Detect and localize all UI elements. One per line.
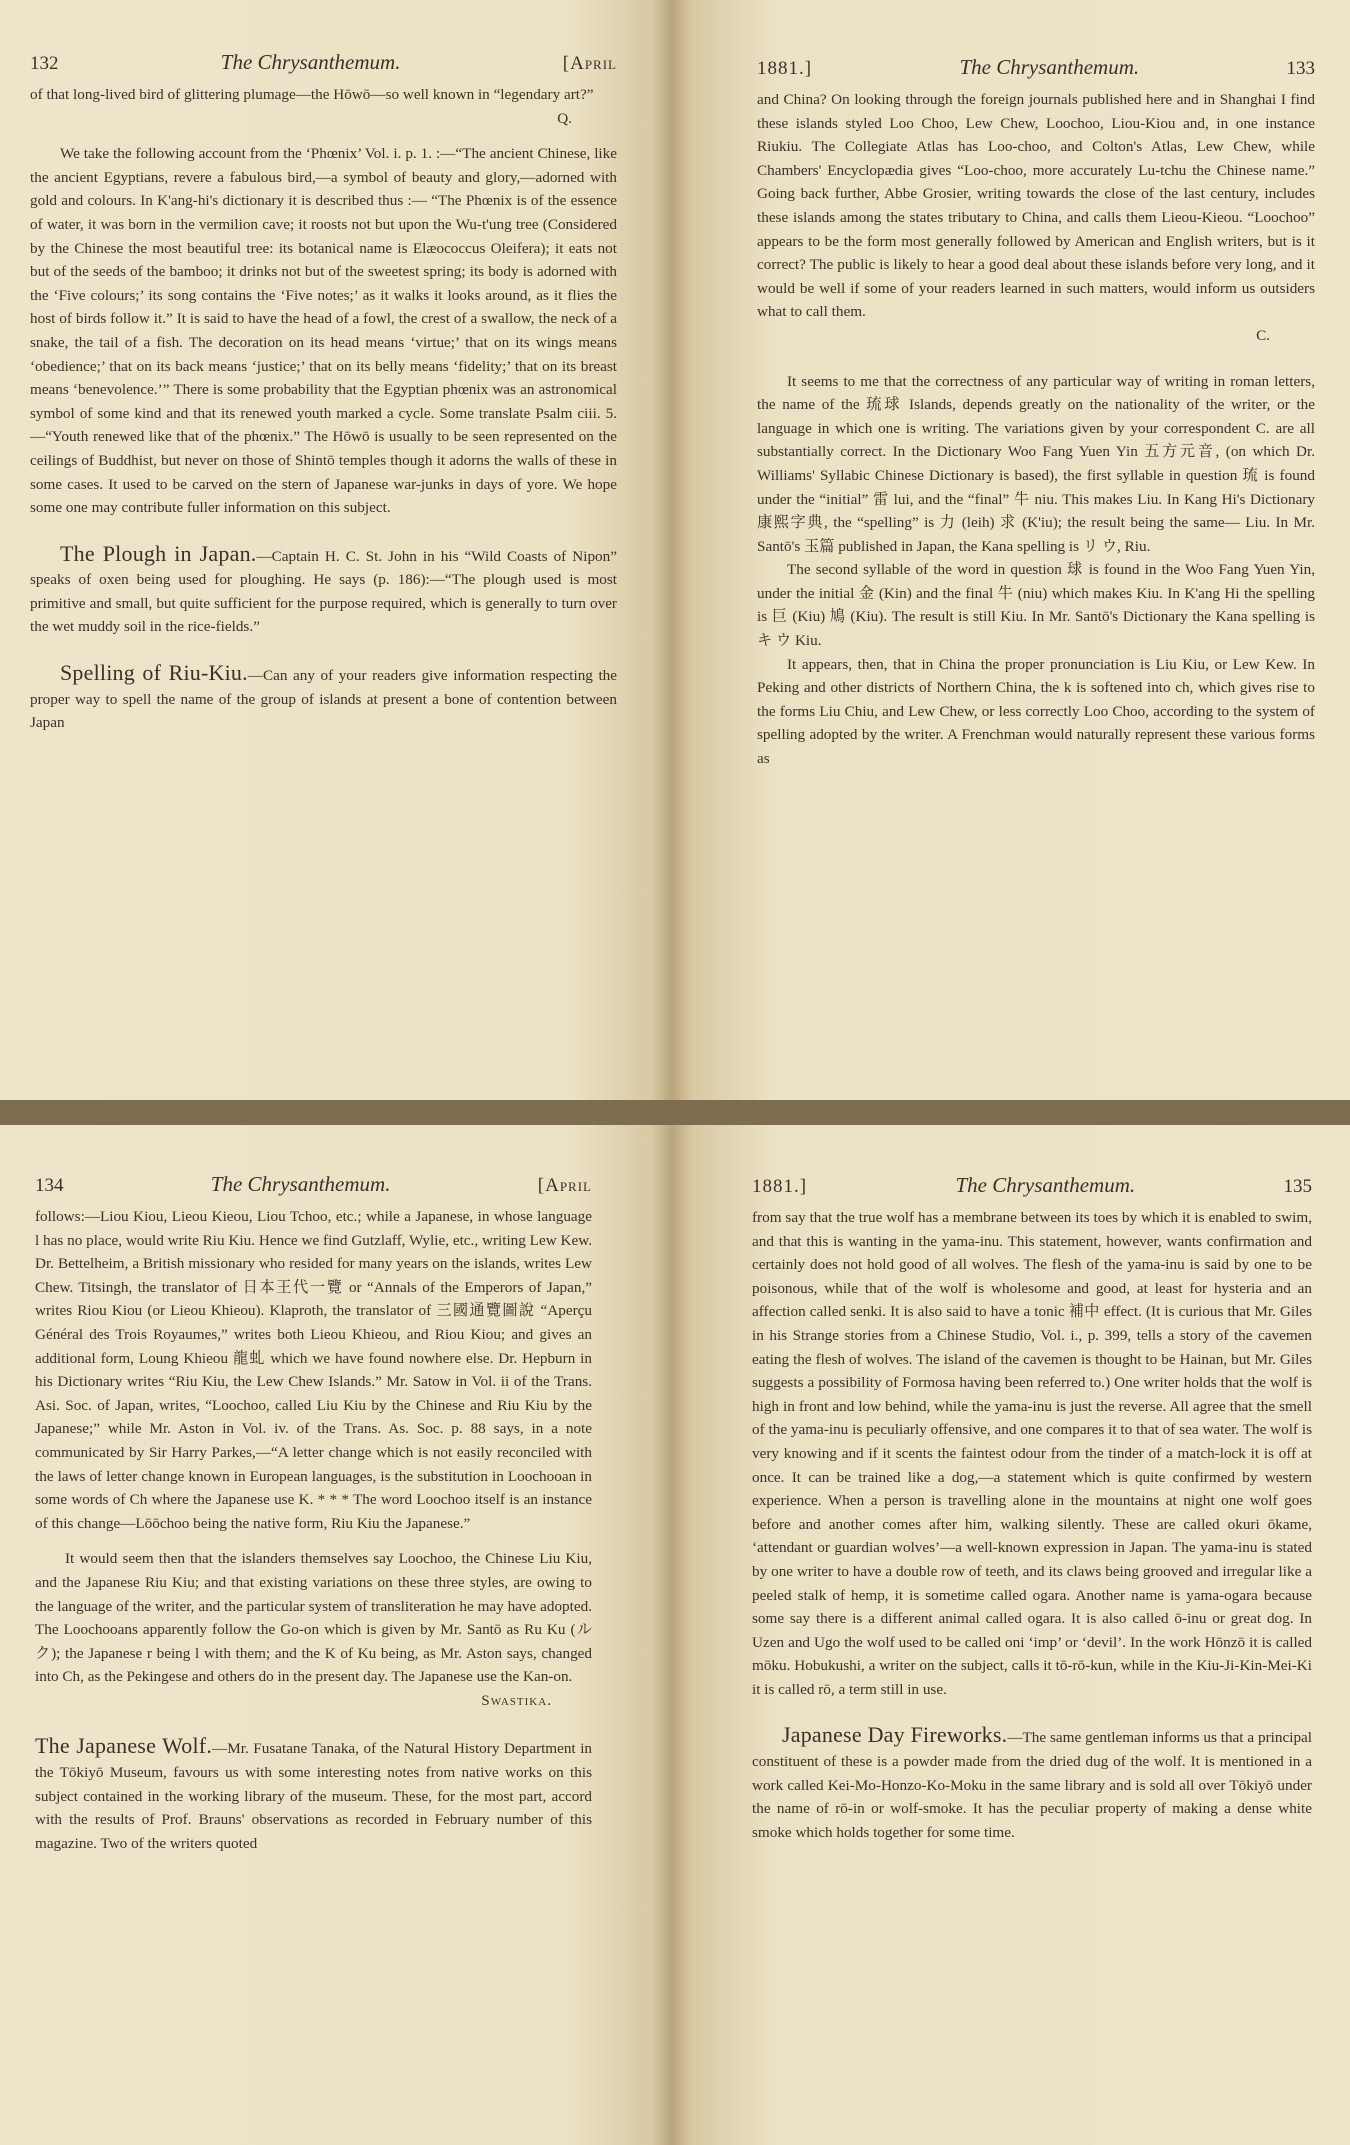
page-body bbox=[30, 83, 617, 735]
scan-divider bbox=[0, 1100, 1350, 1125]
article-fireworks bbox=[752, 1723, 1312, 1844]
article-heading: The Japanese Wolf. bbox=[35, 1733, 213, 1759]
paragraph: It appears, then, that in China the proper pronunciation is Liu Kiu, or Lew Kew. In Peking and other districts of Northern China, the k is softened into ch, which gives rise to the forms Liu Chiu, and Lew Chew, or less correctly Loo Choo, according to the system of spelling adopted by the writer. A Frenchman would naturally represent these various forms as bbox=[757, 655, 1315, 768]
signature: Swastika. bbox=[481, 1691, 552, 1709]
page-header bbox=[35, 1172, 592, 1197]
article-heading: Spelling of Riu-Kiu. bbox=[60, 660, 248, 686]
page-header bbox=[752, 1173, 1312, 1198]
page-133 bbox=[672, 0, 1350, 1100]
page-body bbox=[35, 1205, 592, 1855]
signature: C. bbox=[1256, 326, 1270, 344]
year-label: 1881.] bbox=[757, 58, 813, 79]
paragraph: from say that the true wolf has a membrane between its toes by which it is enabled to swim, and that this is wanting in the yama-inu. This statement, however, wants confirmation and certainly does not hold good of all wolves. The flesh of the yama-inu is said by one to be poisonous, while that of the wolf is wholesome and good, at least for hysteria and an affection called senki. It is also said to have a tonic 補中 effect. (It is curious that Mr. Giles in his Strange stories from a Chinese Studio, Vol. i., p. 399, tells a story of the cavemen eating the flesh of wolves. The island of the cavemen is thought to be Hainan, but Mr. Giles suggests a possibility of Formosa having been referred to.) One writer holds that the wolf is high in front and low behind, while the yama-inu is just the reverse. All agree that the smell of the yama-inu is peculiarly offensive, and one compares it to that of sea water. The wolf is very knowing and if it scents the faintest odour from the tinder of a match-lock it is off at once. It can be trained like a dog,—a statement which is quite confirmed by western experience. When a person is travelling alone in the mountains at night one wolf goes before and another comes after him, walking silently. These are called okuri ōkame, ‘attendant or guardian wolves’—a well-known expression in Japan. The yama-inu is stated by one writer to have a double row of teeth, and its claws being grooved and irregular like a peeled stalk of hemp, it is sometime called ogara. Another name is yama-ogara because some say there is a different animal called ogara. It is also called ō-inu or great dog. In Uzen and Ugo the wolf used to be called oni ‘imp’ or ‘devil’. In the work Hōnzō it is called mōku. Hobukushi, a writer on the subject, calls it tō-rō-kun, while in the Kiu-Ji-Kin-Mei-Ki it is called rō, a term still in use. bbox=[752, 1209, 1312, 1698]
page-number: 133 bbox=[1286, 58, 1315, 79]
article-text: —Can any of your readers give information respecting the proper way to spell the name of the group of islands at present a bone of contention between Japan bbox=[30, 667, 618, 732]
page-number: 134 bbox=[35, 1175, 64, 1196]
page-body bbox=[757, 88, 1315, 771]
paragraph: We take the following account from the ‘Phœnix’ Vol. i. p. 1. :—“The ancient Chinese, like the ancient Egyptians, revere a fabulous bird,—a symbol of beauty and glory,—adorned with gold and colours. In K'ang-hi's dictionary it is described thus :— “The Phœnix is of the essence of water, it was born in the vermilion cave; it roosts not but upon the Wu-t'ung tree (Considered by the Chinese the most beautiful tree: its botanical name is Elæococcus Oleifera); it eats not but of the seeds of the bamboo; it drinks not but of the sweetest spring; its body is adorned with the ‘Five colours;’ its song contains the ‘Five notes;’ as it walks it looks around, as it flies the host of birds follow it.” It is said to have the head of a fowl, the crest of a swallow, the neck of a snake, the tail of a fish. The decoration on its head means ‘virtue;’ that on its wings means ‘obedience;’ that on its back means ‘justice;’ that on its belly means ‘fidelity;’ that on its breast means ‘benevolence.’” There is some probability that the Egyptian phœnix was an astronomical symbol of some kind and that its renewed youth marked a cycle. Some translate Psalm ciii. 5.—“Youth renewed like that of the phœnix.” The Hōwō is usually to be seen represented on the ceilings of Buddhist, but never on those of Shintō temples though it adorns the walls of these in some cases. It used to be carved on the stern of Japanese war-junks in days of yore. We hope some one may contribute fuller information on this subject. bbox=[30, 145, 617, 517]
paragraph: of that long-lived bird of glittering plumage—the Hōwō—so well known in “legendary art?” bbox=[30, 86, 594, 103]
paragraph: It seems to me that the correctness of any particular way of writing in roman letters, the name of the 琉球 Islands, depends greatly on the nationality of the writer, or the language in which one is writing. The variations given by your correspondent C. are all substantially correct. In the Dictionary Woo Fang Yuen Yin 五方元音, (on which Dr. Williams' Syllabic Chinese Dictionary is based), the first syllable in question 琉 is found under the “initial” 雷 lui, and the “final” 牛 niu. This makes Liu. In Kang Hi's Dictionary 康熙字典, the “spelling” is 力 (leih) 求 (K'iu); the result being the same— Liu. In Mr. Santō's 玉篇 published in Japan, the Kana spelling is リ ウ, Riu. bbox=[757, 372, 1315, 555]
paragraph: and China? On looking through the foreign journals published here and in Shanghai I find these islands styled Loo Choo, Lew Chew, Loochoo, Liou-Kiou and, in one instance Riukiu. The Collegiate Atlas has Loo-choo, and Colton's Atlas, Lew Chew, while Chambers' Encyclopædia gives “Loo-choo, more accurately Lu-tchu the Chinese name.” Going back further, Abbe Grosier, writing towards the close of the last century, includes these islands among the states tributary to China, and calls them Lieou-Kieou. “Loochoo” appears to be the form most generally followed by American and English writers, but is it correct? The public is likely to hear a good deal about these islands before very long, and it would be well if some of your readers learned in such matters, would inform us outsiders what to call them. bbox=[757, 91, 1315, 321]
page-number: 132 bbox=[30, 53, 59, 74]
running-title: The Chrysanthemum. bbox=[955, 1173, 1136, 1197]
signature: Q. bbox=[557, 109, 572, 127]
page-body bbox=[752, 1206, 1312, 1844]
running-title: The Chrysanthemum. bbox=[210, 1172, 391, 1196]
article-heading: Japanese Day Fireworks. bbox=[782, 1722, 1008, 1748]
month-label: [April bbox=[537, 1175, 592, 1196]
article-heading: The Plough in Japan. bbox=[60, 540, 257, 566]
running-title: The Chrysanthemum. bbox=[220, 50, 401, 74]
paragraph: The second syllable of the word in question 球 is found in the Woo Fang Yuen Yin, under the initial 金 (Kin) and the final 牛 (niu) which makes Kiu. In K'ang Hi the spelling is 巨 (Kiu) 鳩 (Kiu). The result is still Kiu. In Mr. Santō's Dictionary the Kana spelling is キ ウ Kiu. bbox=[757, 561, 1315, 650]
article-spelling bbox=[30, 661, 617, 735]
month-label: [April bbox=[562, 53, 617, 74]
page-135 bbox=[672, 1125, 1350, 2145]
paragraph: It would seem then that the islanders themselves say Loochoo, the Chinese Liu Kiu, and the Japanese Riu Kiu; and that existing variations on these three styles, are owing to the language of the writer, and the particular system of transliteration he may have adopted. The Loochooans apparently follow the Go-on which is given by Mr. Santō as Ru Ku (ル ク); the Japanese r being l with them; and the K of Ku being, as Mr. Aston says, changed into Ch, as the Pekingese and others do in the present day. The Japanese use the Kan-on. bbox=[35, 1550, 592, 1686]
page-number: 135 bbox=[1283, 1176, 1312, 1197]
article-plough bbox=[30, 542, 617, 639]
article-text: —Mr. Fusatane Tanaka, of the Natural History Department in the Tōkiyō Museum, favours us with some interesting notes from native works on this subject contained in the working library of the museum. These, for the most part, accord with the results of Prof. Brauns' observations as recorded in February number of this magazine. Two of the writers quoted bbox=[35, 1740, 593, 1852]
article-text: —Captain H. C. St. John in his “Wild Coasts of Nipon” speaks of oxen being used for ploughing. He says (p. 186):—“The plough used is most primitive and small, but quite sufficient for the purpose required, which is generally to turn over the wet muddy soil in the rice-fields.” bbox=[30, 547, 617, 636]
page-header bbox=[757, 55, 1315, 80]
page-134 bbox=[0, 1125, 672, 2145]
page-header bbox=[30, 50, 617, 75]
paragraph: follows:—Liou Kiou, Lieou Kieou, Liou Tchoo, etc.; while a Japanese, in whose language l has no place, would write Riu Kiu. Hence we find Gutzlaff, Wylie, etc., writing Lew Kew. Dr. Bettelheim, a British missionary who resided for many years on the islands, writes Lew Chew. Titsingh, the translator of 日本王代一覽 or “Annals of the Emperors of Japan,” writes Riou Kiou (or Lieou Khieou). Klaproth, the translator of 三國通覽圖說 “Aperçu Général des Trois Royaumes,” writes both Lieou Khieou, and Riou Kiou; and gives an additional form, Loung Khieou 龍虬 which we have found nowhere else. Dr. Hepburn in his Dictionary writes “Riu Kiu, the Lew Chew Islands.” Mr. Satow in Vol. ii of the Trans. Asi. Soc. of Japan, writes, “Loochoo, called Liu Kiu by the Chinese and Riu Kiu by the Japanese;” while Mr. Aston in Vol. iv. of the Trans. As. Soc. p. 88 says, in a note communicated by Sir Harry Parkes,—“A letter change which is not easily reconciled with the laws of letter change known in European languages, is the substitution in Loochooan in some words of Ch where the Japanese use K. * * * The word Loochoo itself is an instance of this change—Lōōchoo being the native form, Riu Kiu the Japanese.” bbox=[35, 1208, 592, 1532]
running-title: The Chrysanthemum. bbox=[959, 55, 1140, 79]
page-132 bbox=[0, 0, 672, 1100]
article-text: —The same gentleman informs us that a principal constituent of these is a powder made from the dried dug of the wolf. It is mentioned in a work called Kei-Mo-Honzo-Ko-Moku in the same library and is sold all over Tōkiyō under the name of rō-in or wolf-smoke. It has the peculiar property of making a dense white smoke which holds together for some time. bbox=[752, 1729, 1312, 1841]
year-label: 1881.] bbox=[752, 1176, 808, 1197]
article-wolf bbox=[35, 1734, 592, 1855]
